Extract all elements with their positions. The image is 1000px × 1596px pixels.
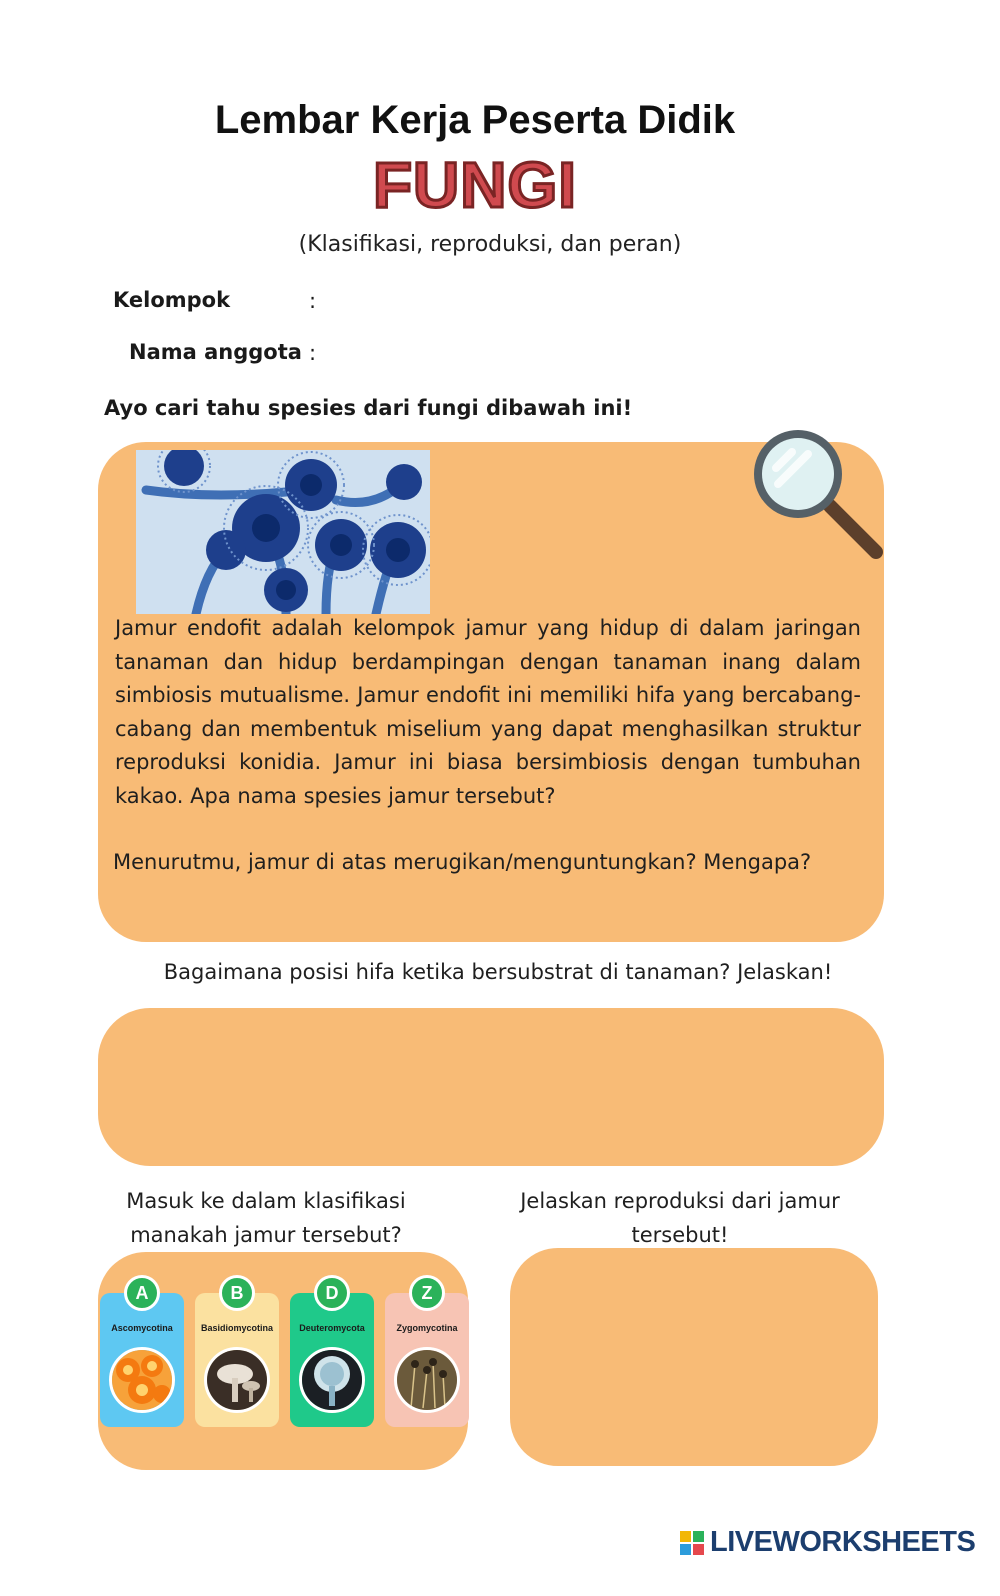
reproduction-question <box>510 1184 850 1252</box>
option-badge: Z <box>409 1275 445 1311</box>
option-badge: D <box>314 1275 350 1311</box>
subtitle: (Klasifikasi, reproduksi, dan peran) <box>298 232 682 257</box>
option-card-deuteromycota[interactable] <box>290 1283 374 1427</box>
option-card-zygomycotina[interactable] <box>385 1283 469 1427</box>
reproduction-question-line2: tersebut! <box>631 1223 729 1247</box>
option-label: Zygomycotina <box>396 1323 458 1333</box>
deuteromycota-photo <box>299 1347 365 1413</box>
worksheet-title: Lembar Kerja Peserta Didik <box>214 98 736 142</box>
option-label: Ascomycotina <box>111 1323 173 1333</box>
classification-question <box>96 1184 436 1252</box>
group-label: Kelompok <box>113 288 231 312</box>
hyphae-answer-box[interactable] <box>98 1008 884 1166</box>
reproduction-answer-box[interactable] <box>510 1248 878 1466</box>
brand-name: LIVEWORKSHEETS <box>710 1526 976 1558</box>
classification-question-line2: manakah jamur tersebut? <box>130 1223 402 1247</box>
members-colon: : <box>309 341 317 365</box>
intro-prompt: Ayo cari tahu spesies dari fungi dibawah ini! <box>104 396 633 420</box>
topic-heading: FUNGI <box>372 149 578 221</box>
option-label: Basidiomycotina <box>200 1323 274 1333</box>
liveworksheets-logo-icon <box>680 1531 704 1555</box>
species-description: Jamur endofit adalah kelompok jamur yang hidup di dalam jaringan tanaman dan hidup berdampingan dengan tanaman inang dalam simbiosis mutualisme. Jamur endofit ini memiliki hifa yang bercabang-cabang dan membentuk miselium yang dapat menghasilkan struktur reproduksi konidia. Jamur ini biasa bersimbiosis dengan tumbuhan kakao. Apa nama spesies jamur tersebut? <box>115 616 861 808</box>
reproduction-question-line1: Jelaskan reproduksi dari jamur <box>520 1189 840 1213</box>
option-badge: B <box>219 1275 255 1311</box>
members-label: Nama anggota <box>129 340 302 364</box>
group-colon: : <box>309 289 317 313</box>
option-card-basidiomycotina[interactable] <box>195 1283 279 1427</box>
zygomycota-photo <box>394 1347 460 1413</box>
option-label: Deuteromycota <box>299 1323 365 1333</box>
classification-question-line1: Masuk ke dalam klasifikasi <box>126 1189 406 1213</box>
ascomycota-photo <box>109 1347 175 1413</box>
option-badge: A <box>124 1275 160 1311</box>
basidiomycota-photo <box>204 1347 270 1413</box>
benefit-question: Menurutmu, jamur di atas merugikan/menguntungkan? Mengapa? <box>113 850 812 874</box>
option-card-ascomycotina[interactable] <box>100 1283 184 1427</box>
magnifying-glass-icon <box>748 424 888 564</box>
fungus-micrograph <box>136 450 430 614</box>
hyphae-question: Bagaimana posisi hifa ketika bersubstrat di tanaman? Jelaskan! <box>163 960 833 984</box>
